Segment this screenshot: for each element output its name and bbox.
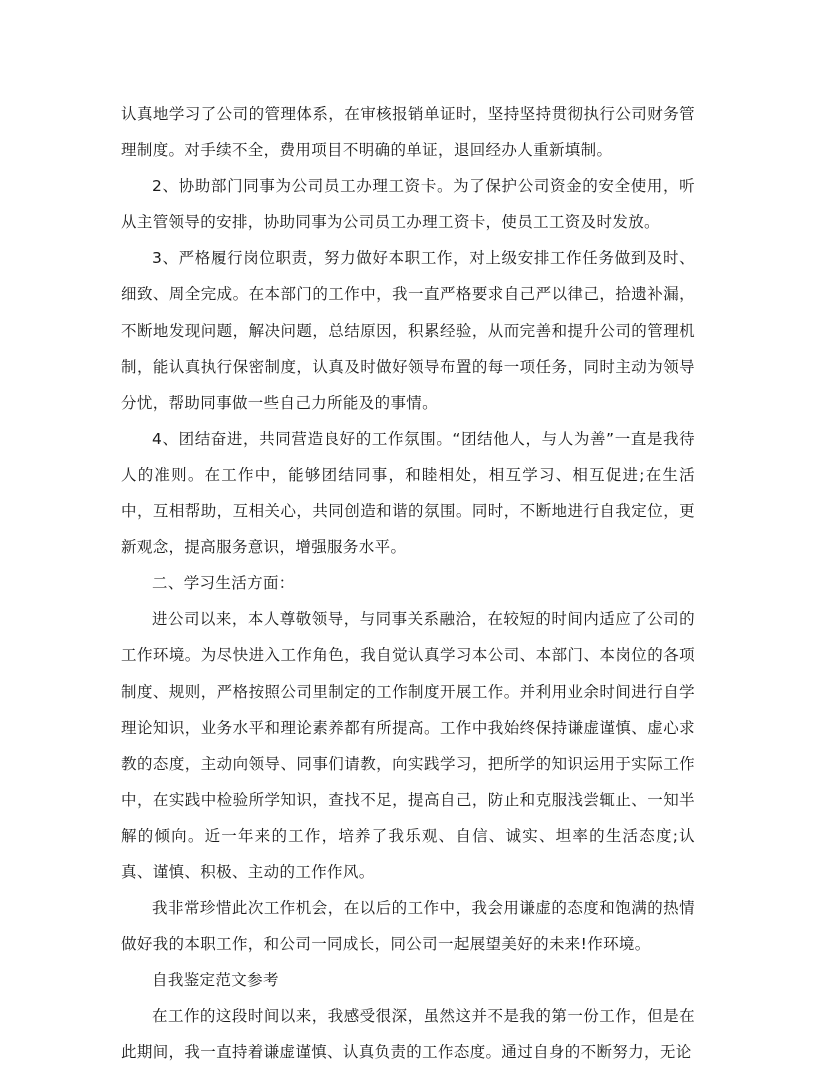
section-heading-study-life: 二、学习生活方面： xyxy=(152,574,295,593)
paragraph-7: 我非常珍惜此次工作机会，在以后的工作中，我会用谦虚的态度和饱满的热情做好我的本职工作，和公司一同成长，同公司一起展望美好的未来!作环境。 xyxy=(121,899,695,954)
document-body xyxy=(121,96,695,1071)
paragraph-4: 4、团结奋进，共同营造良好的工作氛围。“团结他人，与人为善”一直是我待人的准则。在工作中，能够团结同事，和睦相处，相互学习、相互促进;在生活中，互相帮助，互相关心，共同创造和谐的氛围。同时，不断地进行自我定位，更新观念，提高服务意识，增强服务水平。 xyxy=(121,429,695,557)
paragraph-3: 3、严格履行岗位职责，努力做好本职工作，对上级安排工作任务做到及时、细致、周全完成。在本部门的工作中，我一直严格要求自己严以律己，拾遗补漏，不断地发现问题，解决问题，总结原因，积累经验，从而完善和提升公司的管理机制，能认真执行保密制度，认真及时做好领导布置的每一项任务，同时主动为领导分忧，帮助同事做一些自己力所能及的事情。 xyxy=(121,249,695,412)
paragraph-2: 2、协助部门同事为公司员工办理工资卡。为了保护公司资金的安全使用，听从主管领导的安排，协助同事为公司员工办理工资卡，使员工工资及时发放。 xyxy=(121,177,695,232)
paragraph-6: 进公司以来，本人尊敬领导，与同事关系融洽，在较短的时间内适应了公司的工作环境。为尽快进入工作角色，我自觉认真学习本公司、本部门、本岗位的各项制度、规则，严格按照公司里制定的工作制度开展工作。并利用业余时间进行自学理论知识，业务水平和理论素养都有所提高。工作中我始终保持谦虚谨慎、虚心求教的态度，主动向领导、同事们请教，向实践学习，把所学的知识运用于实际工作中，在实践中检验所学知识，查找不足，提高自己，防止和克服浅尝辄止、一知半解的倾向。近一年来的工作，培养了我乐观、自信、诚实、坦率的生活态度;认真、谨慎、积极、主动的工作作风。 xyxy=(121,610,695,881)
section-heading-reference: 自我鉴定范文参考 xyxy=(152,971,279,990)
paragraph-9: 在工作的这段时间以来，我感受很深，虽然这并不是我的第一份工作，但是在此期间，我一直持着谦虚谨慎、认真负责的工作态度。通过自身的不断努力，无论 xyxy=(121,1007,695,1062)
paragraph-1: 认真地学习了公司的管理体系，在审核报销单证时，坚持坚持贯彻执行公司财务管理制度。对手续不全，费用项目不明确的单证，退回经办人重新填制。 xyxy=(121,105,695,160)
